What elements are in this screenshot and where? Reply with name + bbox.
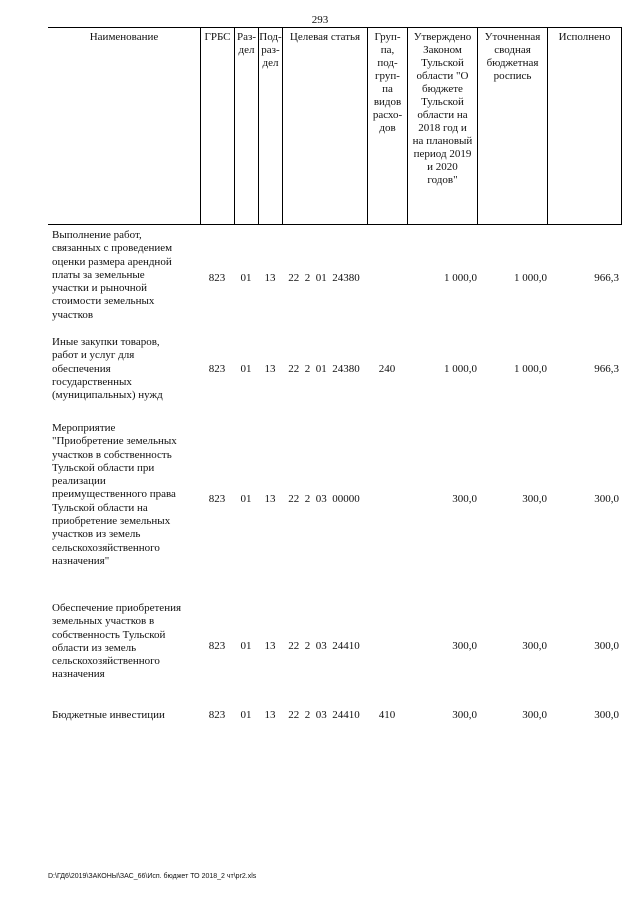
row-grbs: 823 xyxy=(208,709,226,721)
row-ispolneno: 966,3 xyxy=(594,363,619,375)
row-razdel: 01 xyxy=(240,272,252,284)
row-utverzhdeno: 300,0 xyxy=(452,640,477,652)
row-razdel: 01 xyxy=(240,709,252,721)
row-gruppa: 240 xyxy=(378,363,396,375)
row-razdel: 01 xyxy=(240,363,252,375)
row-utochnennaya: 1 000,0 xyxy=(514,272,547,284)
row-ispolneno: 300,0 xyxy=(594,640,619,652)
row-utochnennaya: 300,0 xyxy=(522,493,547,505)
row-cel-statya: 22 2 03 00000 xyxy=(288,493,360,505)
page-number: 293 xyxy=(311,14,329,26)
row-razdel: 01 xyxy=(240,493,252,505)
row-utverzhdeno: 300,0 xyxy=(452,709,477,721)
header-cel-statya: Целевая статья xyxy=(282,28,367,224)
row-grbs: 823 xyxy=(208,363,226,375)
row-ispolneno: 300,0 xyxy=(594,493,619,505)
row-grbs: 823 xyxy=(208,640,226,652)
row-utochnennaya: 300,0 xyxy=(522,640,547,652)
row-cel-statya: 22 2 01 24380 xyxy=(288,272,360,284)
row-grbs: 823 xyxy=(208,272,226,284)
row-cel-statya: 22 2 03 24410 xyxy=(288,640,360,652)
row-ispolneno: 966,3 xyxy=(594,272,619,284)
row-name: Обеспечение приобретения земельных участков в собственность Тульской области из земель сельскохозяйственного назначения xyxy=(52,602,182,681)
row-grbs: 823 xyxy=(208,493,226,505)
row-podrazdel: 13 xyxy=(264,493,276,505)
row-podrazdel: 13 xyxy=(264,272,276,284)
row-utochnennaya: 300,0 xyxy=(522,709,547,721)
row-razdel: 01 xyxy=(240,640,252,652)
header-utochnennaya: Уточненная сводная бюджетная роспись xyxy=(477,28,547,224)
row-name: Бюджетные инвестиции xyxy=(52,709,165,721)
header-razdel: Раз- дел xyxy=(234,28,258,224)
row-cel-statya: 22 2 03 24410 xyxy=(288,709,360,721)
row-ispolneno: 300,0 xyxy=(594,709,619,721)
row-utverzhdeno: 300,0 xyxy=(452,493,477,505)
header-name: Наименование xyxy=(89,31,159,43)
row-gruppa: 410 xyxy=(378,709,396,721)
row-name: Мероприятие "Приобретение земельных участков в собственность Тульской области при реализации преимущественного права Тульской области на приобретение земельных участков из земель сельскохозяйственного назначения" xyxy=(52,422,177,567)
row-podrazdel: 13 xyxy=(264,363,276,375)
header-ispolneno: Исполнено xyxy=(547,28,622,224)
row-utochnennaya: 1 000,0 xyxy=(514,363,547,375)
table-header xyxy=(48,27,622,225)
footer-file-path: D:\ГД6\2019\ЗАКОНЫ\ЗАС_66\Исп. бюджет ТО 2018_2 чт\pr2.xls xyxy=(48,873,257,880)
header-podrazdel: Под- раз- дел xyxy=(258,28,282,224)
row-name: Выполнение работ, связанных с проведением оценки размера арендной платы за земельные участки и рыночной стоимости земельных участков xyxy=(52,229,173,321)
header-utverzhdeno: Утверждено Законом Тульской области "О бюджете Тульской области на 2018 год и на плановый период 2019 и 2020 годов" xyxy=(407,28,477,224)
header-grbs: ГРБС xyxy=(200,28,234,224)
row-podrazdel: 13 xyxy=(264,640,276,652)
row-podrazdel: 13 xyxy=(264,709,276,721)
header-gruppa: Груп- па, под- груп- па видов расхо- дов xyxy=(367,28,407,224)
row-cel-statya: 22 2 01 24380 xyxy=(288,363,360,375)
row-name: Иные закупки товаров, работ и услуг для обеспечения государственных (муниципальных) нужд xyxy=(52,336,163,402)
row-utverzhdeno: 1 000,0 xyxy=(444,363,477,375)
row-utverzhdeno: 1 000,0 xyxy=(444,272,477,284)
